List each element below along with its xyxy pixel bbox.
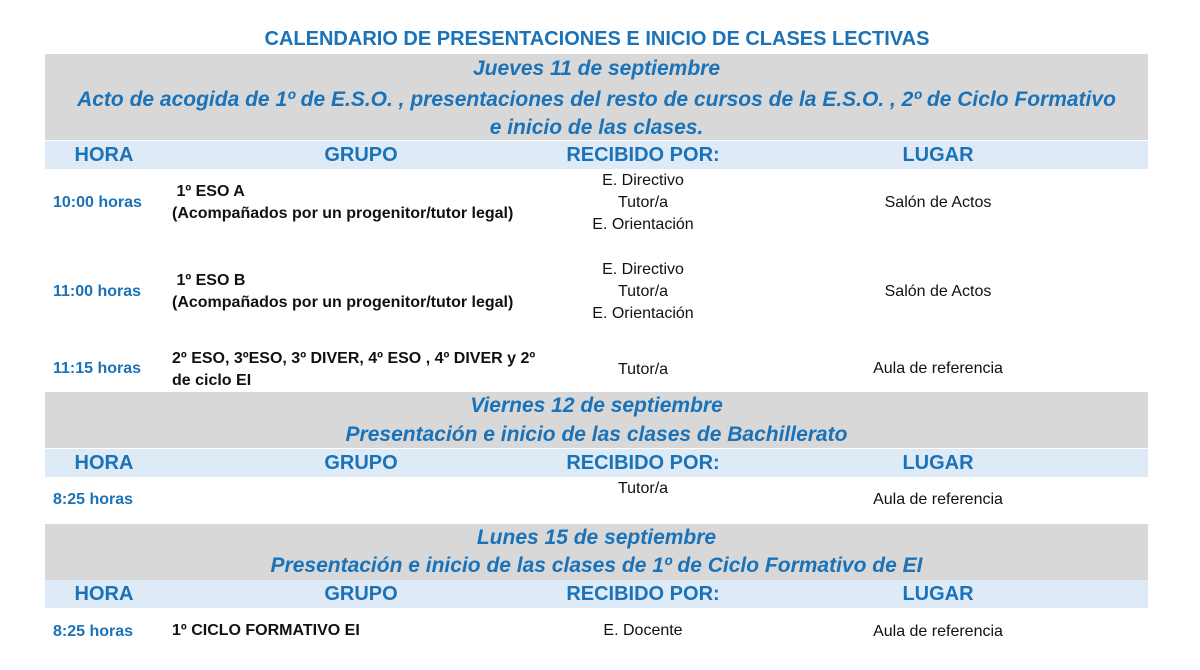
header-lugar: LUGAR [902, 144, 974, 166]
header-recibido: RECIBIDO POR: [566, 144, 720, 166]
row-hora: 8:25 horas [53, 623, 134, 640]
section-band-viernes [45, 392, 1148, 448]
header-hora: HORA [74, 144, 134, 166]
section-description-line: Presentación e inicio de las clases de 1º de Ciclo Formativo de EI [270, 554, 923, 577]
row-grupo-line: 2º ESO, 3ºESO, 3º DIVER, 4º ESO , 4º DIVER y 2º [172, 350, 536, 367]
row-grupo-line: 1º ESO A [172, 183, 245, 200]
table-row [45, 478, 1148, 522]
section-date: Lunes 15 de septiembre [476, 526, 717, 549]
header-grupo: GRUPO [324, 583, 398, 605]
section-description-line: Acto de acogida de 1º de E.S.O. , presentaciones del resto de cursos de la E.S.O. , 2º de Ciclo Formativo [77, 88, 1116, 111]
row-lugar: Salón de Actos [884, 194, 992, 211]
row-recibido-line: E. Docente [603, 622, 683, 639]
row-recibido [543, 170, 743, 236]
table-row [45, 348, 1148, 392]
row-recibido-line: E. Directivo [602, 172, 684, 189]
header-recibido: RECIBIDO POR: [566, 452, 720, 474]
row-lugar: Salón de Actos [884, 283, 992, 300]
row-recibido-line: E. Orientación [592, 305, 694, 322]
row-lugar: Aula de referencia [873, 623, 1003, 640]
row-grupo [172, 270, 513, 314]
row-recibido-line: E. Directivo [602, 261, 684, 278]
row-hora: 10:00 horas [53, 194, 142, 211]
header-grupo: GRUPO [324, 452, 398, 474]
table-header [45, 449, 1148, 477]
row-recibido [543, 620, 743, 642]
section-band-lunes [45, 524, 1148, 580]
row-recibido-line: Tutor/a [617, 361, 669, 378]
table-header [45, 141, 1148, 169]
table-header [45, 580, 1148, 608]
header-lugar: LUGAR [902, 583, 974, 605]
row-recibido [543, 359, 743, 381]
row-grupo-line: 1º CICLO FORMATIVO EI [172, 622, 360, 639]
row-hora: 11:15 horas [53, 360, 142, 377]
section-description-line: Presentación e inicio de las clases de Bachillerato [345, 423, 848, 446]
row-recibido-line: Tutor/a [617, 283, 669, 300]
row-lugar: Aula de referencia [873, 360, 1003, 377]
row-grupo [172, 620, 360, 642]
row-grupo [172, 348, 552, 392]
table-row [45, 614, 1148, 654]
row-recibido-line: Tutor/a [617, 480, 669, 497]
row-grupo [172, 181, 513, 225]
table-row [45, 170, 1148, 250]
header-hora: HORA [74, 452, 134, 474]
header-recibido: RECIBIDO POR: [566, 583, 720, 605]
page-title: CALENDARIO DE PRESENTACIONES E INICIO DE CLASES LECTIVAS [264, 28, 930, 50]
row-recibido-line: Tutor/a [617, 194, 669, 211]
row-lugar: Aula de referencia [873, 491, 1003, 508]
row-grupo-line: de ciclo EI [172, 372, 252, 389]
table-row [45, 259, 1148, 339]
header-lugar: LUGAR [902, 452, 974, 474]
row-hora: 11:00 horas [53, 283, 142, 300]
section-date: Jueves 11 de septiembre [472, 57, 721, 80]
row-grupo-line: 1º ESO B [172, 272, 246, 289]
section-date: Viernes 12 de septiembre [470, 394, 723, 417]
row-recibido [543, 478, 743, 500]
row-grupo-line: (Acompañados por un progenitor/tutor legal) [172, 294, 514, 311]
row-recibido-line: E. Orientación [592, 216, 694, 233]
section-description-line: e inicio de las clases. [489, 116, 704, 139]
section-band-jueves [45, 54, 1148, 140]
row-recibido [543, 259, 743, 325]
header-grupo: GRUPO [324, 144, 398, 166]
row-grupo-line: (Acompañados por un progenitor/tutor legal) [172, 205, 514, 222]
row-hora: 8:25 horas [53, 491, 134, 508]
header-hora: HORA [74, 583, 134, 605]
